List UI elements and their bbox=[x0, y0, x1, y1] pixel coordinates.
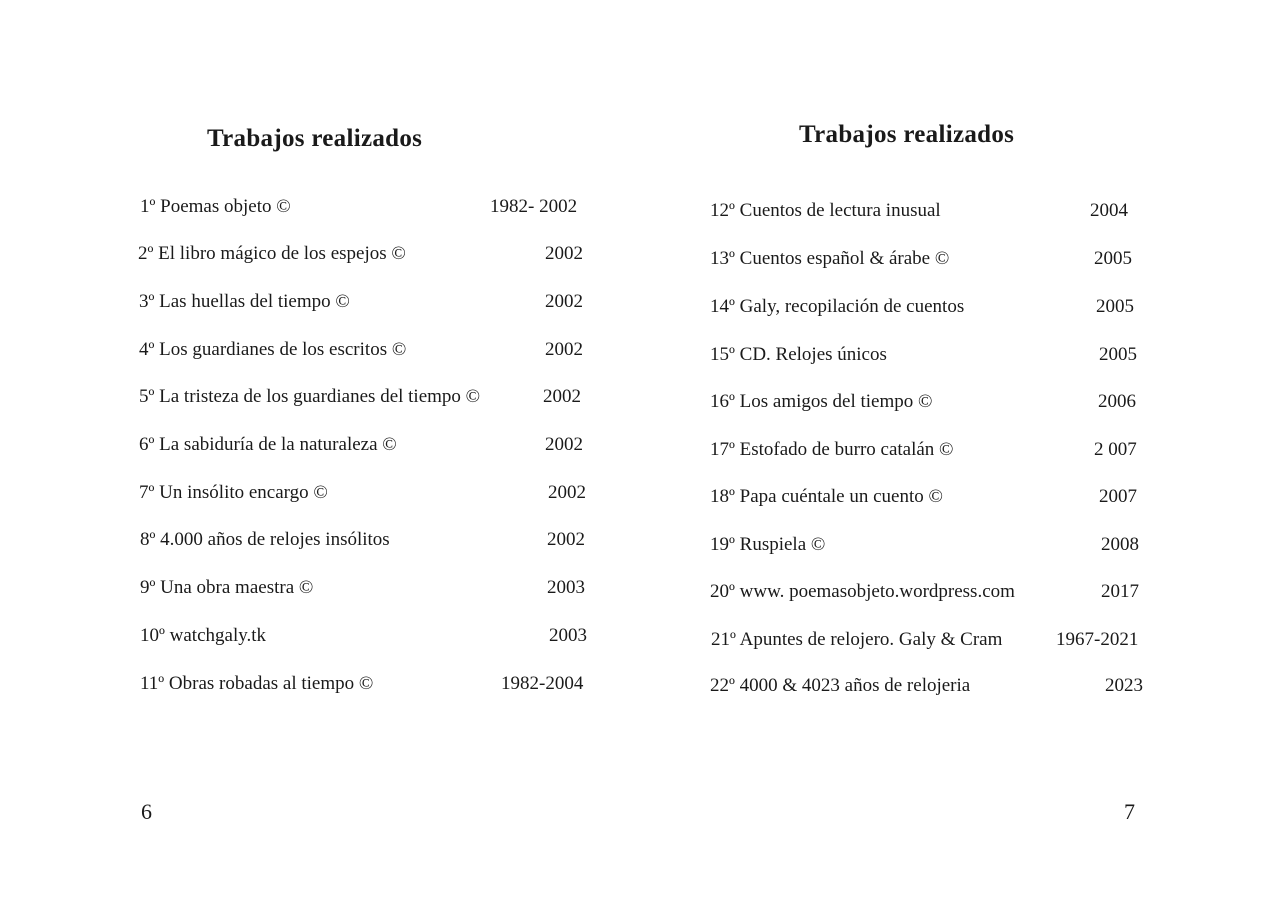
list-item bbox=[710, 437, 1190, 463]
entry-year: 2007 bbox=[1099, 486, 1137, 507]
list-item bbox=[140, 671, 590, 697]
list-item bbox=[138, 241, 588, 267]
list-item bbox=[710, 342, 1190, 368]
list-item bbox=[710, 484, 1190, 510]
entry-title: 1º Poemas objeto © bbox=[140, 196, 291, 217]
entry-title: 5º La tristeza de los guardianes del tiempo © bbox=[139, 386, 481, 407]
entry-title: 4º Los guardianes de los escritos © bbox=[139, 339, 407, 360]
entry-year: 2 007 bbox=[1094, 439, 1137, 460]
list-item bbox=[710, 198, 1190, 224]
left-page-title: Trabajos realizados bbox=[207, 125, 423, 152]
entry-title: 20º www. poemasobjeto.wordpress.com bbox=[710, 581, 1015, 602]
entry-year: 2023 bbox=[1105, 675, 1143, 696]
entry-title: 10º watchgaly.tk bbox=[140, 625, 267, 646]
list-item bbox=[139, 289, 589, 315]
entry-title: 19º Ruspiela © bbox=[710, 534, 826, 555]
entry-title: 11º Obras robadas al tiempo © bbox=[140, 673, 374, 694]
entry-year: 2002 bbox=[543, 386, 581, 407]
entry-year: 2003 bbox=[547, 577, 585, 598]
entry-year: 1982-2004 bbox=[501, 673, 584, 694]
entry-title: 14º Galy, recopilación de cuentos bbox=[710, 296, 965, 317]
list-item bbox=[710, 294, 1190, 320]
entry-year: 2002 bbox=[545, 434, 583, 455]
entry-year: 2003 bbox=[549, 625, 587, 646]
entry-title: 15º CD. Relojes únicos bbox=[710, 344, 887, 365]
entry-title: 12º Cuentos de lectura inusual bbox=[710, 200, 941, 221]
list-item bbox=[140, 623, 590, 649]
entry-year: 2005 bbox=[1094, 248, 1132, 269]
entry-title: 8º 4.000 años de relojes insólitos bbox=[140, 529, 390, 550]
entry-year: 2002 bbox=[547, 529, 585, 550]
right-page-title: Trabajos realizados bbox=[799, 121, 1015, 148]
list-item bbox=[710, 246, 1190, 272]
entry-year: 2002 bbox=[548, 482, 586, 503]
entry-year: 2008 bbox=[1101, 534, 1139, 555]
entry-title: 21º Apuntes de relojero. Galy & Cram bbox=[711, 629, 1003, 650]
page-number: 7 bbox=[1124, 799, 1135, 824]
entry-year: 2005 bbox=[1099, 344, 1137, 365]
list-item bbox=[710, 579, 1190, 605]
entry-year: 2006 bbox=[1098, 391, 1136, 412]
list-item bbox=[710, 673, 1190, 699]
entry-title: 17º Estofado de burro catalán © bbox=[710, 439, 954, 460]
list-item bbox=[139, 432, 589, 458]
entry-title: 13º Cuentos español & árabe © bbox=[710, 248, 950, 269]
entry-title: 22º 4000 & 4023 años de relojeria bbox=[710, 675, 971, 696]
list-item bbox=[139, 480, 589, 506]
entry-year: 2002 bbox=[545, 243, 583, 264]
entry-year: 2004 bbox=[1090, 200, 1128, 221]
list-item bbox=[139, 384, 589, 410]
entry-title: 6º La sabiduría de la naturaleza © bbox=[139, 434, 397, 455]
entry-year: 2002 bbox=[545, 291, 583, 312]
page-number: 6 bbox=[141, 799, 152, 824]
entry-year: 2002 bbox=[545, 339, 583, 360]
list-item bbox=[140, 527, 590, 553]
entry-year: 1982- 2002 bbox=[490, 196, 578, 217]
entry-year: 1967-2021 bbox=[1056, 629, 1139, 650]
entry-year: 2017 bbox=[1101, 581, 1139, 602]
entry-title: 7º Un insólito encargo © bbox=[139, 482, 328, 503]
list-item bbox=[710, 532, 1190, 558]
list-item bbox=[140, 575, 590, 601]
list-item bbox=[710, 389, 1190, 415]
entry-title: 9º Una obra maestra © bbox=[140, 577, 314, 598]
entry-year: 2005 bbox=[1096, 296, 1134, 317]
list-item bbox=[139, 337, 589, 363]
right-page bbox=[640, 0, 1280, 904]
entry-title: 2º El libro mágico de los espejos © bbox=[138, 243, 406, 264]
entry-title: 3º Las huellas del tiempo © bbox=[139, 291, 350, 312]
entry-title: 16º Los amigos del tiempo © bbox=[710, 391, 933, 412]
list-item bbox=[140, 194, 590, 220]
list-item bbox=[711, 627, 1191, 653]
entry-title: 18º Papa cuéntale un cuento © bbox=[710, 486, 943, 507]
